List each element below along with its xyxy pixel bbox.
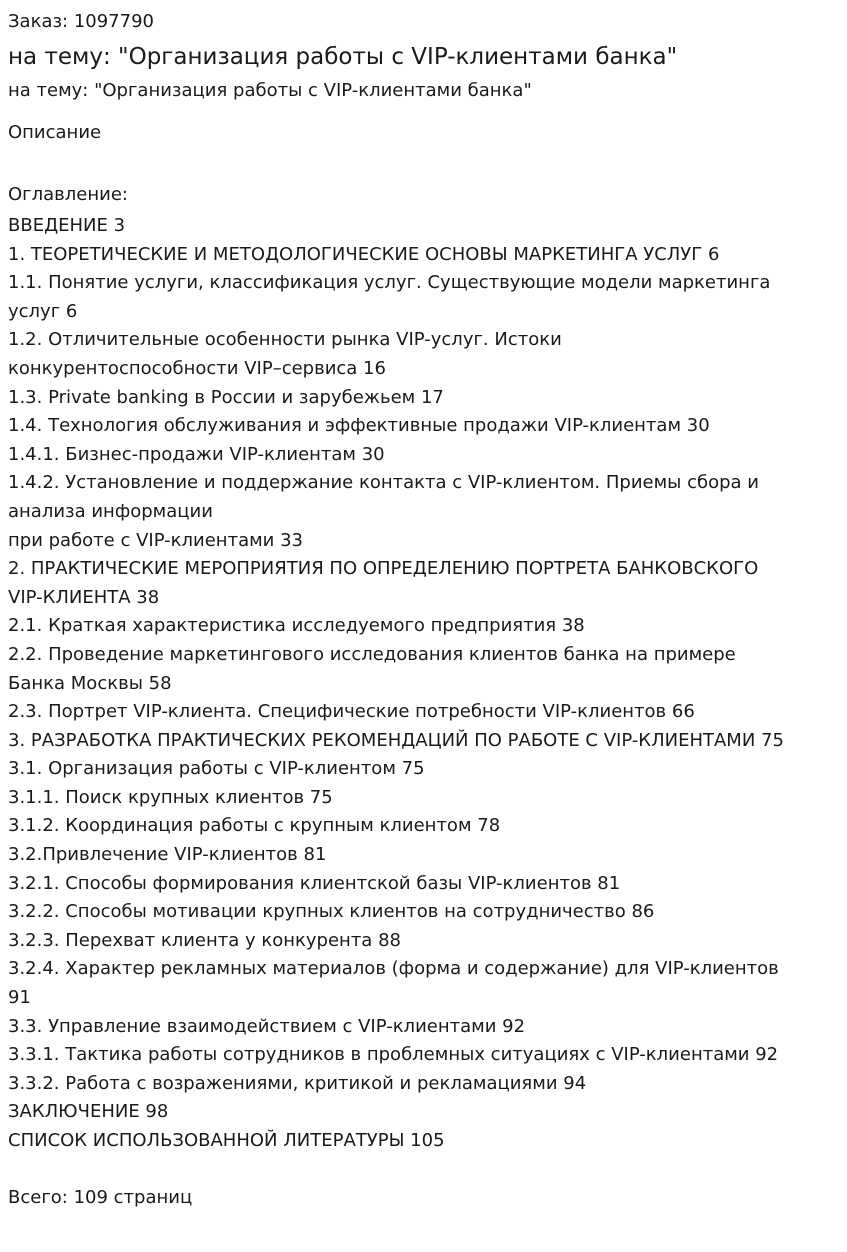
toc-item: 1. ТЕОРЕТИЧЕСКИЕ И МЕТОДОЛОГИЧЕСКИЕ ОСНОВЫ МАРКЕТИНГА УСЛУГ 6 <box>8 243 720 265</box>
toc-item: 3.3.2. Работа с возражениями, критикой и рекламациями 94 <box>8 1072 587 1094</box>
toc-item: 1.3. Private banking в России и зарубежьем 17 <box>8 386 444 408</box>
page-subtitle: на тему: "Организация работы с VIP-клиентами банка" <box>8 80 532 101</box>
toc-item: 3.3.1. Тактика работы сотрудников в проблемных ситуациях с VIP-клиентами 92 <box>8 1044 779 1066</box>
toc-item: 1.1. Понятие услуги, классификация услуг. Существующие модели маркетинга услуг 6 <box>8 272 771 322</box>
toc-item: 3.2.Привлечение VIP-клиентов 81 <box>8 844 327 866</box>
page-title: на тему: "Организация работы с VIP-клиентами банка" <box>8 44 678 70</box>
toc-item: 1.4. Технология обслуживания и эффективные продажи VIP-клиентам 30 <box>8 415 710 437</box>
toc-item: СПИСОК ИСПОЛЬЗОВАННОЙ ЛИТЕРАТУРЫ 105 <box>8 1130 445 1151</box>
toc-item: 3.1.2. Координация работы с крупным клиентом 78 <box>8 815 501 837</box>
toc-item: 3. РАЗРАБОТКА ПРАКТИЧЕСКИХ РЕКОМЕНДАЦИЙ ПО РАБОТЕ С VIP-КЛИЕНТАМИ 75 <box>8 729 784 751</box>
toc-item: 1.4.1. Бизнес-продажи VIP-клиентам 30 <box>8 443 385 465</box>
toc-item: 2.2. Проведение маркетингового исследования клиентов банка на примере Банка Москвы 58 <box>8 643 736 694</box>
toc-item: 3.3. Управление взаимодействием с VIP-клиентами 92 <box>8 1015 526 1037</box>
toc-item: 2.1. Краткая характеристика исследуемого предприятия 38 <box>8 615 585 637</box>
toc-item: 3.2.2. Способы мотивации крупных клиентов на сотрудничество 86 <box>8 901 655 923</box>
toc-item: 2.3. Портрет VIP-клиента. Специфические потребности VIP-клиентов 66 <box>8 701 695 723</box>
toc-item: 2. ПРАКТИЧЕСКИЕ МЕРОПРИЯТИЯ ПО ОПРЕДЕЛЕНИЮ ПОРТРЕТА БАНКОВСКОГО VIP-КЛИЕНТА 38 <box>8 558 759 608</box>
toc-item: ЗАКЛЮЧЕНИЕ 98 <box>8 1101 169 1123</box>
toc-item: 3.2.4. Характер рекламных материалов (форма и содержание) для VIP-клиентов 91 <box>8 958 779 1009</box>
toc-item: при работе с VIP-клиентами 33 <box>8 529 303 551</box>
page-count: Всего: 109 страниц <box>8 1186 193 1208</box>
toc-item: 1.4.2. Установление и поддержание контакта с VIP-клиентом. Приемы сбора и анализа информации <box>8 472 759 522</box>
toc-item: 3.1.1. Поиск крупных клиентов 75 <box>8 786 333 808</box>
toc-label: Оглавление: <box>8 184 128 205</box>
table-of-contents <box>8 212 839 1156</box>
toc-item: ВВЕДЕНИЕ 3 <box>8 215 126 236</box>
description-label: Описание <box>8 122 102 143</box>
order-number: Заказ: 1097790 <box>8 11 154 32</box>
toc-item: 1.2. Отличительные особенности рынка VIP-услуг. Истоки конкурентоспособности VIP–сервиса 16 <box>8 329 562 379</box>
toc-item: 3.2.3. Перехват клиента у конкурента 88 <box>8 929 401 951</box>
toc-item: 3.1. Организация работы с VIP-клиентом 75 <box>8 758 425 780</box>
toc-item: 3.2.1. Способы формирования клиентской базы VIP-клиентов 81 <box>8 872 621 894</box>
